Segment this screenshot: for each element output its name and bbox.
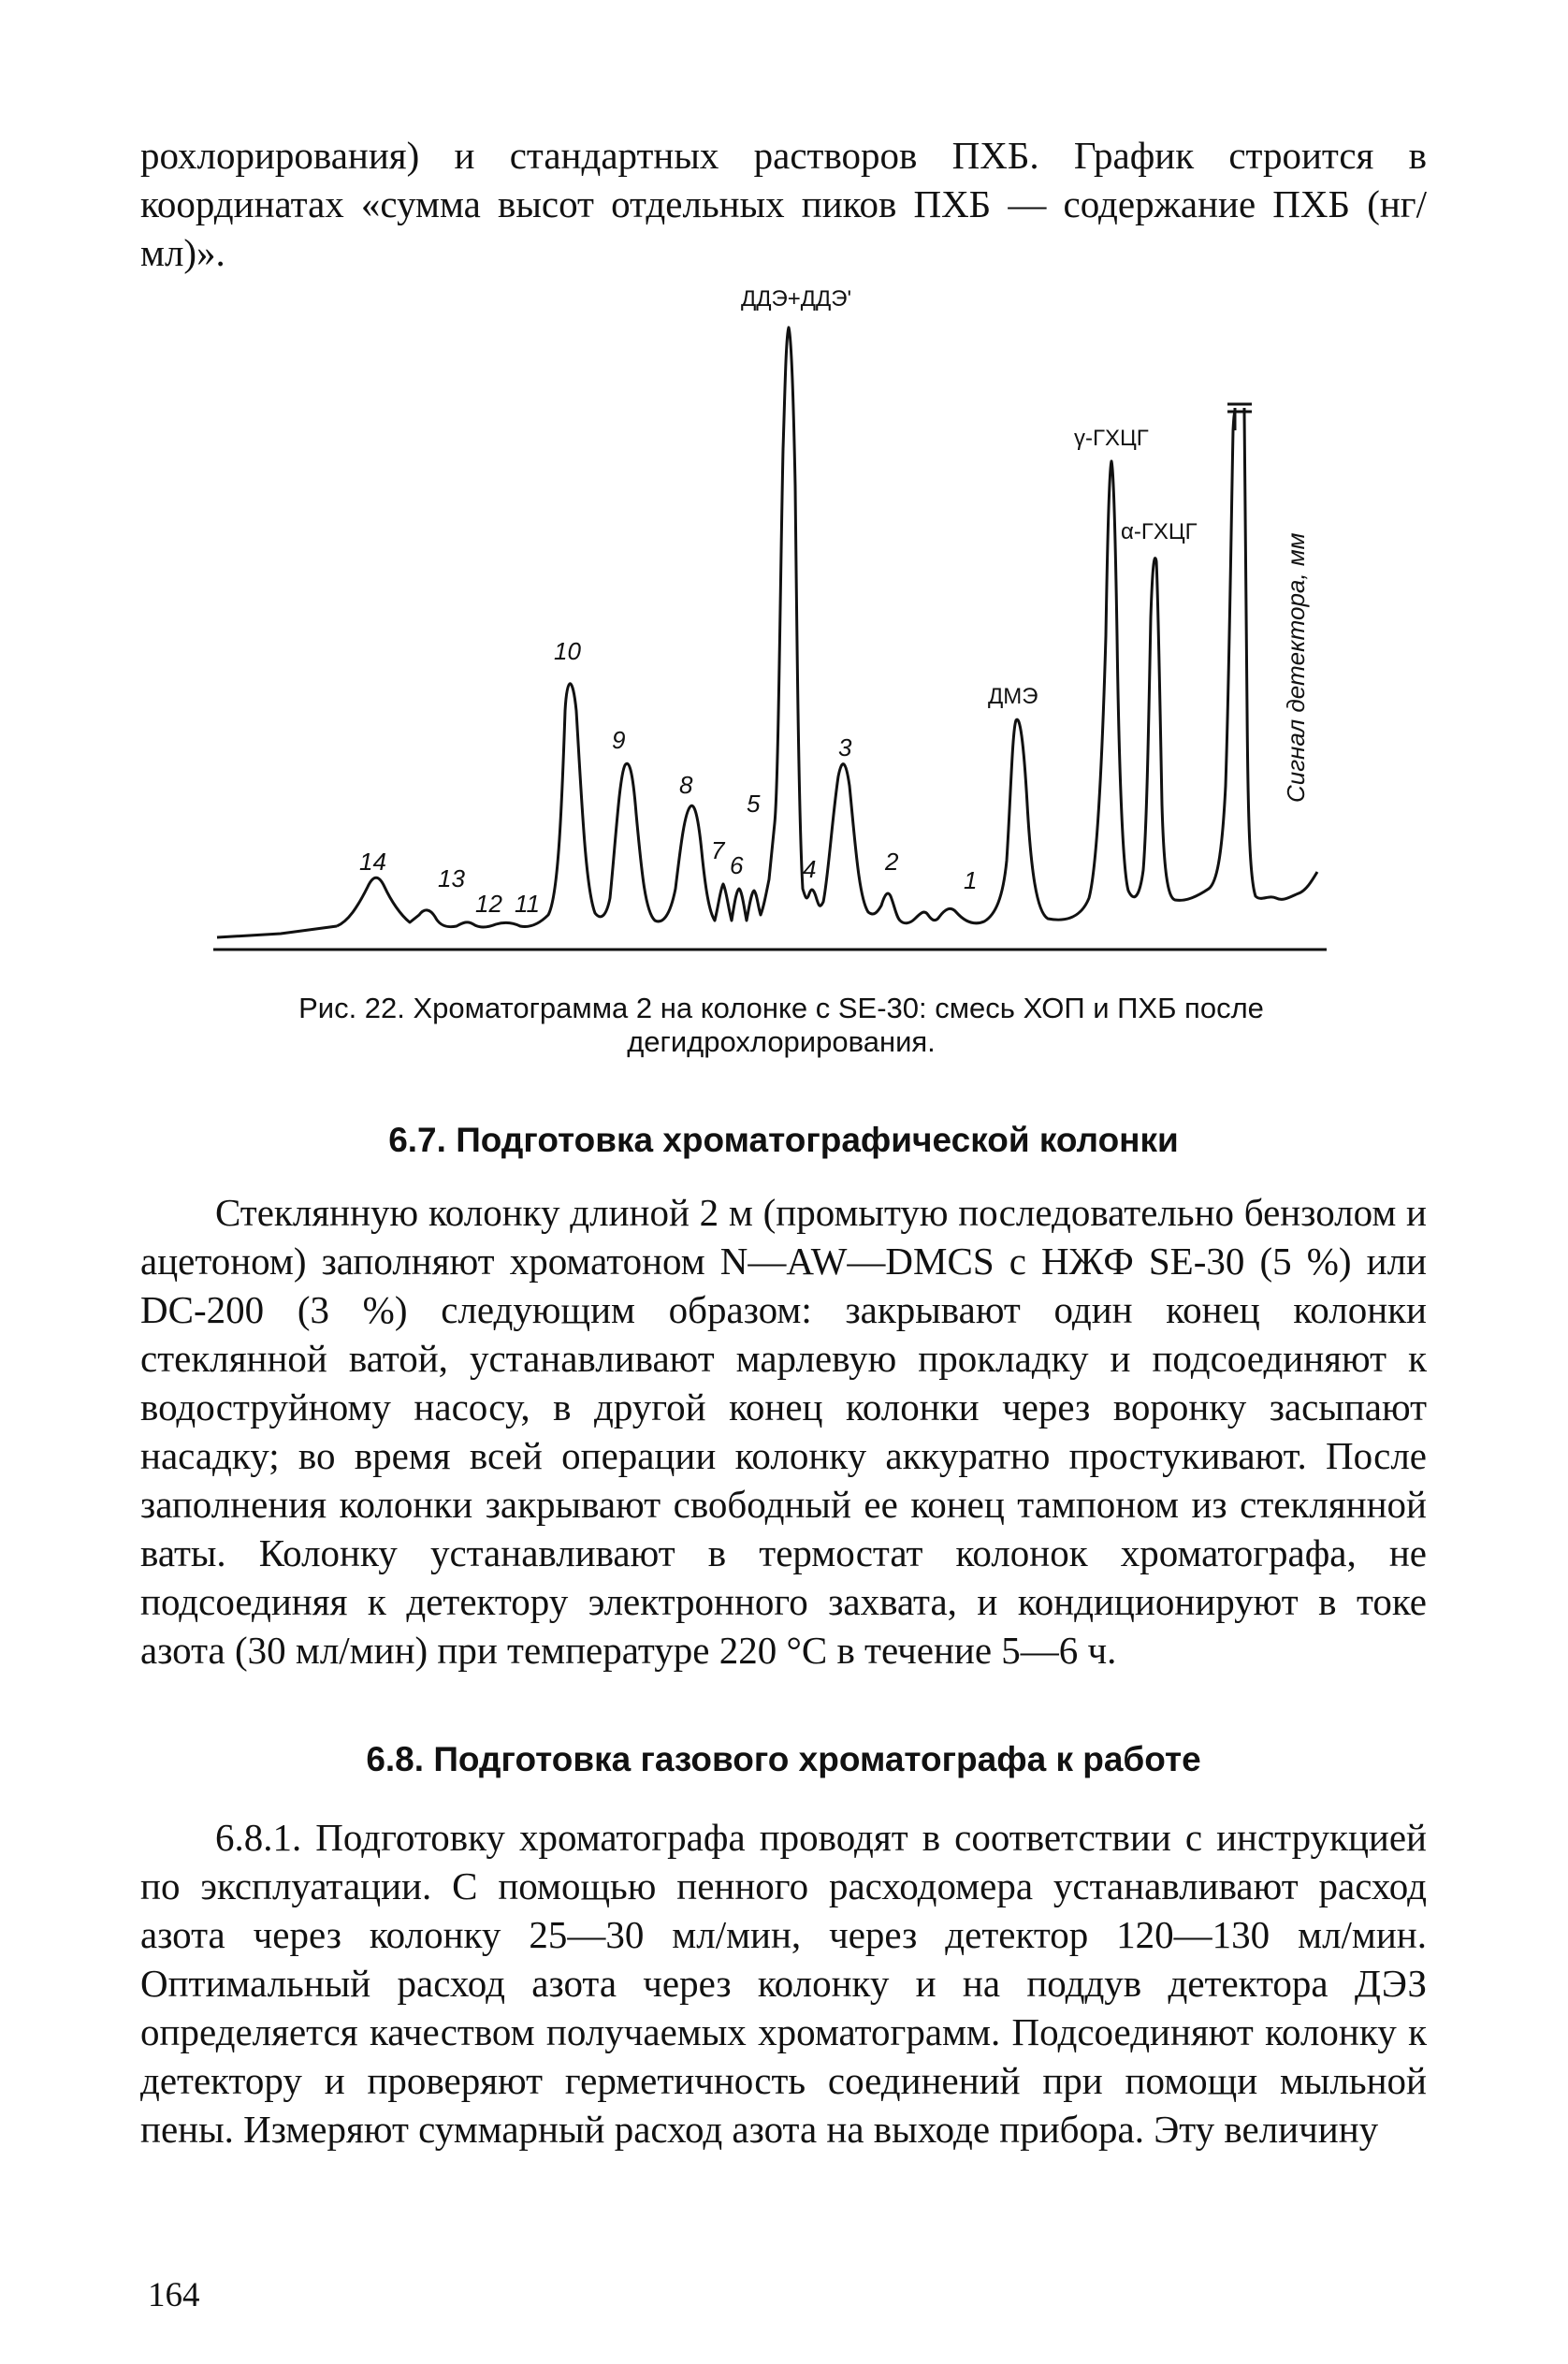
chromatogram-trace [337,327,1235,927]
peak-label-10: 10 [554,637,581,665]
page-number: 164 [148,2276,200,2314]
peak-label-8: 8 [679,771,693,799]
detector-signal-axis-label: Сигнал детектора, мм [1282,532,1310,803]
peak-label-alpha-hch: α-ГХЦГ [1121,519,1198,544]
peak-label-13: 13 [438,864,465,892]
peak-label-9: 9 [612,726,626,754]
peak-label-6: 6 [730,851,744,879]
chromatogram-figure [0,0,1568,982]
section-heading-6-7: 6.7. Подготовка хроматографической колонки [388,1121,1179,1159]
peak-label-1: 1 [964,866,978,894]
peak-label-3: 3 [838,733,852,761]
peak-label-2: 2 [885,848,899,876]
peak-label-gamma-hch: γ-ГХЦГ [1074,426,1149,451]
peak-label-14: 14 [359,848,386,876]
peak-label-dde: ДДЭ+ДДЭ' [741,286,852,312]
section-heading-6-8: 6.8. Подготовка газового хроматографа к работе [366,1740,1201,1778]
figure-caption: Рис. 22. Хроматограмма 2 на колонке с SE-30: смесь ХОП и ПХБ после дегидрохлорирования. [298,992,1264,1058]
peak-label-12: 12 [475,890,502,918]
peak-label-5: 5 [747,790,761,818]
peak-label-7: 7 [711,836,725,864]
chromatogram-baseline-start [217,926,337,937]
section-paragraph-6-8: 6.8.1. Подготовку хроматографа проводят в соответствии с инструкцией по эксплуатации. С помощью пенного расходомера устанавливают расход азота через колонку 25—30 мл/мин, через детектор 120—130 мл/мин. Оптимальный расход азота через колонку и на поддув детектора ДЭЗ определяется качеством получаемых хроматограмм. Подсоединяют колонку к детектору и проверяют герметичность соединений при помощи мыльной пены. Измеряют суммарный расход азота на выходе прибора. Эту величину [140,1816,1427,2151]
peak-label-dme: ДМЭ [988,684,1038,709]
intro-paragraph: рохлорирования) и стандартных растворов ПХБ. График строится в координатах «сумма высот отдельных пиков ПХБ — содержание ПХБ (нг/мл)». [140,134,1427,274]
section-paragraph-6-7: Стеклянную колонку длиной 2 м (промытую последовательно бензолом и ацетоном) заполняют хроматоном N—AW—DMCS с НЖФ SE-30 (5 %) или DC-200 (3 %) следующим образом: закрывают один конец колонки стеклянной ватой, устанавливают марлевую прокладку и подсоединяют к водоструйному насосу, в другой конец колонки через воронку засыпают насадку; во время всей операции колонку аккуратно простукивают. После заполнения колонки закрывают свободный ее конец тампоном из стеклянной ваты. Колонку устанавливают в термостат колонок хроматографа, не подсоединяя к детектору электронного захвата, и кондиционируют в токе азота (30 мл/мин) при температуре 220 °С в течение 5—6 ч. [140,1191,1427,1672]
peak-label-4: 4 [803,855,817,883]
peak-label-11: 11 [515,890,540,918]
